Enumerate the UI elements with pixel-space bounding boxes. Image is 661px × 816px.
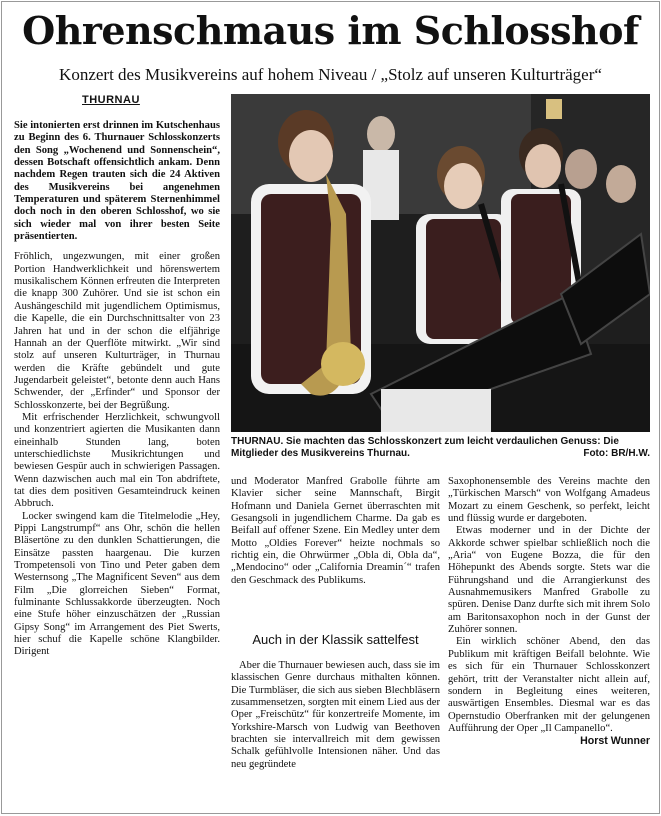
paragraph: Etwas moderner und in der Dichte der Akkorde schwer spielbar schließlich noch die „Aria“ von Eugene Bozza, die für den Höhepunkt des Abends sorgte. Stets war die Führungshand und die Arrangierkunst des Ausnahmemusikers Manfred Grabolle zu spüren. Denise Danz durfte sich mit ihrem Solo am Baritonsaxophon noch in der Gunst der Zuhörer sonnen.	[448, 525, 650, 636]
newspaper-article	[1, 1, 660, 814]
lead-paragraph: Sie intonierten erst drinnen im Kutschenhaus zu Beginn des 6. Thurnauer Schlosskonzerts den Song „Wochenend und Sonnenschein“, dessen Botschaft offensichtlich ankam. Denn nachdem Regen trauten sich die 24 Aktiven des Musikvereins bei angenehmen Temperaturen und späterem Sternenhimmel doch noch in den oberen Schlosshof, wo sie sich wieder mal von ihrer besten Seite präsentierten.	[14, 120, 220, 243]
photo-credit: Foto: BR/H.W.	[583, 448, 650, 459]
musicians-photo	[231, 94, 650, 432]
paragraph	[448, 636, 650, 748]
column-2-bottom	[231, 660, 440, 771]
subhead: Konzert des Musikvereins auf hohem Niveau / „Stolz auf unseren Kulturträger“	[59, 65, 602, 84]
paragraph: Aber die Thurnauer bewiesen auch, dass sie im klassischen Genre durchaus mithalten können. Die Turmbläser, die sich aus sieben Blechbläsern zusammensetzen, sorgten mit einem Lied aus der Oper „Freischütz“ für konzertreife Momente, im Yorkshire-Marsch von Ludwig van Beethoven brachten sie intervallreich mit dem gewissen Schalk gefühlvolle Intensionen näher. Und das neu gegründete	[231, 660, 440, 770]
photo-caption	[231, 436, 650, 460]
concert-photo	[231, 94, 650, 432]
paragraph: Locker swingend kam die Titelmelodie „Hey, Pippi Langstrumpf“ ans Ohr, schön die hellen Bläsertöne zu den dunklen Schattierungen, die Einsätze passten haargenau. Die kurzen Trompetensoli von Tino und Peter gaben dem Westernsong „The Magnificent Seven“ aus dem Film „Die glorreichen Sieben“ Format, fulminante Schlussakkorde überzeugten. Noch eine Stufe höher einzuschätzen der „Russian Gipsy Song“ im Arrangement des Piet Swerts, hier schuf die Kapelle schöne Klangbilder. Dirigent	[14, 510, 220, 658]
column-2-top	[231, 476, 440, 587]
paragraph: und Moderator Manfred Grabolle führte am Klavier sicher seine Mannschaft, Birgit Hofmann und Daniela Gernet überraschten mit Gesangsoli in jugendlichem Charme. Da gab es Beifall auf offener Szene. Ein Medley unter dem Motto „Oldies Forever“ heizte nochmals so richtig ein, die Ohrwürmer „Obla di, Obla da“, „Mendocino“ oder „California Dreamin´“ trafen den Geschmack des Publikums.	[231, 476, 440, 586]
caption-text: THURNAU. Sie machten das Schlosskonzert zum leicht verdaulichen Genuss: Die Mitglieder des Musikvereins Thurnau.	[231, 436, 619, 459]
paragraph: Fröhlich, ungezwungen, mit einer großen Portion Handwerklichkeit und hörenswertem musikalischem Können erfreuten die Interpreten die knapp 300 Zuhörer. Und sie ist schon ein Aushängeschild mit jugendlichem Optimismus, die Kapelle, die ein Durchschnittsalter von 23 Jahren hat und in der schon die elfjährige Hannah an der Querflöte mitwirkt. „Wir sind stolz auf unseren Kulturträger, in Thurnau werden die Kräfte gebündelt und gute Jugendarbeit geleistet“, betonte denn auch Hans Schwender, der „Erfinder“ und Sponsor der Schlosskonzerte, bei der Begrüßung.	[14, 251, 220, 411]
column-3	[448, 476, 650, 748]
author-byline: Horst Wunner	[580, 735, 650, 748]
section-subtitle: Auch in der Klassik sattelfest	[252, 632, 419, 647]
paragraph: Saxophonensemble des Vereins machte den „Türkischen Marsch“ von Wolfgang Amadeus Mozart zu einem Geschenk, so perfekt, leicht und flüssig wurde er dargeboten.	[448, 476, 650, 525]
headline: Ohrenschmaus im Schlosshof	[22, 8, 639, 53]
dateline: THURNAU	[82, 94, 140, 106]
closing-paragraph-text: Ein wirklich schöner Abend, den das Publikum mit kräftigen Beifall belohnte. Wie es sich für ein Thurnauer Schlosskonzert gehört, tritt der Veranstalter nicht allein auf, sondern in Begleitung eines weiteren, auswärtigen Ensembles. Diesmal war es das Opernstudio Oberfranken mit der gelungenen Aufführung der Oper „Il Campanello“.	[448, 636, 650, 734]
paragraph: Mit erfrischender Herzlichkeit, schwungvoll und konzentriert agierten die Musikanten dann eineinhalb Stunden lang, boten unterschiedlichste Musikrichtungen und bewiesen Gespür auch in schwierigen Passagen. Wenn dazwischen auch mal ein Ton abdriftete, tat dies dem positiven Gesamteindruck keinen Abbruch.	[14, 411, 220, 510]
column-1	[14, 120, 220, 659]
